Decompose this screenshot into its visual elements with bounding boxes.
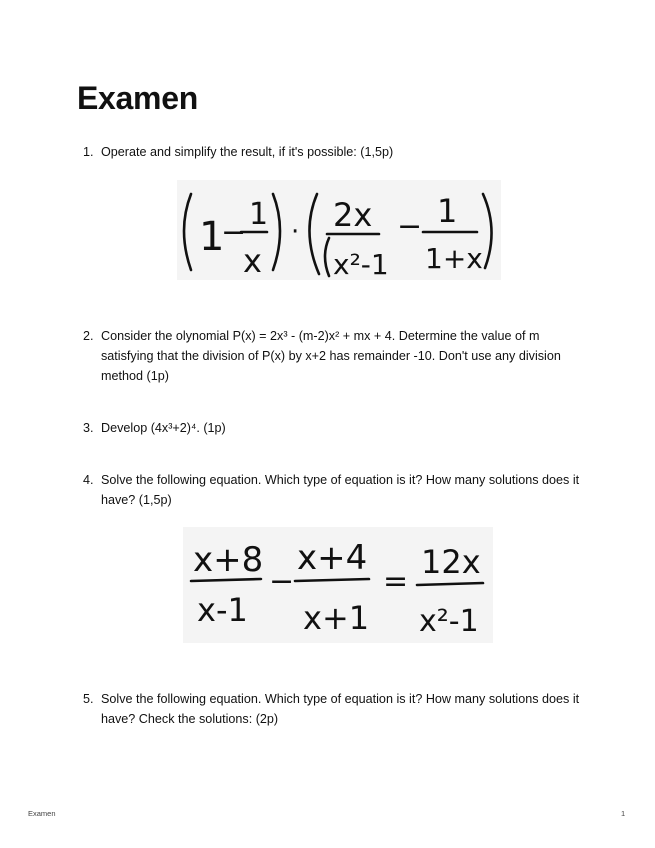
question-text: Consider the olynomial P(x) = 2x³ - (m-2)x² + mx + 4. Determine the value of m satisfying that the division of P(x) by x+2 has remainder -10. Don't use any division method (1p): [101, 329, 561, 383]
fraction-bar-b: [295, 579, 369, 581]
right-paren: [273, 194, 280, 270]
question-5: [83, 689, 583, 729]
fraction-denominator-c: x²-1: [419, 604, 479, 639]
footer-document-name: Examen: [28, 809, 56, 818]
equals-sign: =: [383, 564, 409, 599]
question-number: 4.: [83, 473, 94, 487]
minus-sign-2: −: [397, 209, 423, 244]
fraction-denominator-1px: 1+x: [425, 242, 483, 275]
handwritten-expression-1: [177, 180, 501, 280]
fraction-numerator-b: x+4: [297, 538, 368, 578]
fraction-denominator-b: x+1: [303, 599, 370, 637]
page-title: Examen: [77, 80, 198, 116]
question-text: Solve the following equation. Which type of equation is it? How many solutions does it have? Check the solutions: (2p): [101, 692, 580, 726]
question-number: 2.: [83, 329, 94, 343]
term-one: 1: [199, 214, 225, 260]
question-number: 1.: [83, 145, 94, 159]
left-paren: [184, 194, 191, 270]
footer-page-number: 1: [621, 809, 626, 818]
question-text: Develop (4x³+2)⁴. (1p): [101, 421, 226, 435]
fraction-denominator-a: x-1: [197, 591, 248, 629]
handwritten-equation-2: [183, 527, 493, 643]
formula-image-1: [177, 180, 501, 280]
fraction-numerator-1b: 1: [437, 192, 458, 230]
question-number: 3.: [83, 421, 94, 435]
multiply-dot: ·: [291, 217, 300, 247]
question-number: 5.: [83, 692, 94, 706]
formula-image-2: [183, 527, 493, 643]
question-text: Operate and simplify the result, if it's possible: (1,5p): [101, 145, 394, 159]
question-4: [83, 470, 583, 510]
fraction-bar-c: [417, 583, 483, 585]
right-paren-2: [483, 194, 492, 268]
question-2: [83, 326, 583, 386]
question-text: Solve the following equation. Which type of equation is it? How many solutions does it have? (1,5p): [101, 473, 580, 507]
fraction-numerator: 1: [249, 197, 269, 232]
fraction-numerator-2x: 2x: [333, 196, 373, 234]
minus-sign: −: [221, 215, 247, 250]
question-1: [83, 142, 583, 162]
fraction-numerator-a: x+8: [193, 540, 264, 580]
fraction-denominator-x2m1: x²-1: [333, 248, 389, 280]
question-3: [83, 418, 583, 438]
fraction-denominator: x: [243, 242, 262, 280]
fraction-numerator-c: 12x: [421, 543, 481, 581]
inner-paren: [325, 238, 329, 276]
minus-sign: −: [269, 564, 295, 599]
left-paren-2: [309, 194, 319, 274]
